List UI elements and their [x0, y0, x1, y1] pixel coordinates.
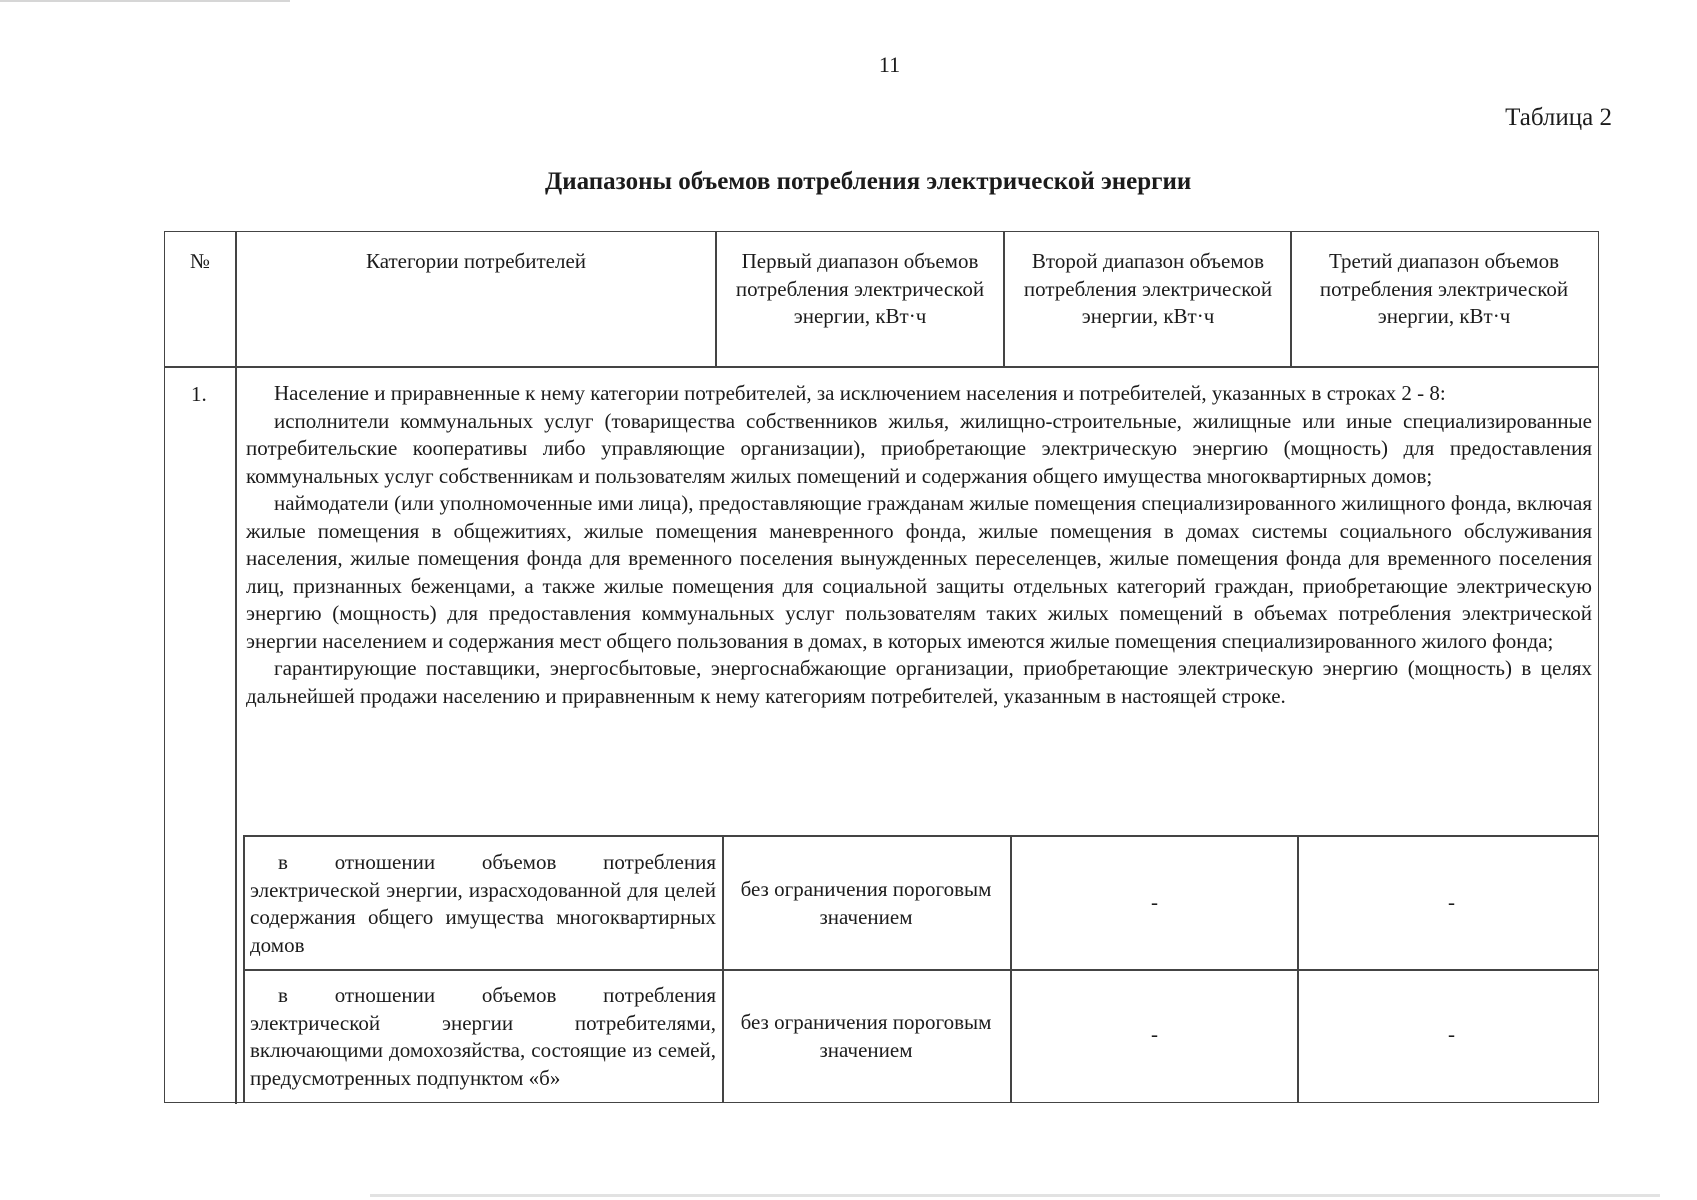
subrow-second-range: - — [1151, 1022, 1158, 1046]
scan-artifact-top — [0, 0, 290, 2]
row1-paragraph: исполнители коммунальных услуг (товарищества собственников жилья, жилищно-строительные, жилищные или иные специализированные потребительские кооперативы либо управляющие организации), приобретающие электрическую энергию (мощность) для предоставления коммунальных услуг собственникам и пользователям жилых помещений и содержания общего имущества многоквартирных домов; — [246, 408, 1592, 488]
page-number: 11 — [878, 52, 901, 77]
column-divider-header-3 — [1290, 232, 1292, 367]
subrow-third-range: - — [1448, 1022, 1455, 1046]
subrow-second-range: - — [1151, 890, 1158, 914]
subrow-category — [250, 982, 716, 1092]
subrow-col-divider-1 — [722, 835, 724, 1103]
subrow-top-line — [243, 835, 1598, 837]
row1-paragraph: наймодатели (или уполномоченные ими лица), предоставляющие гражданам жилые помещения специализированного жилищного фонда, включая жилые помещения в общежитиях, жилые помещения маневренного фонда, жилые помещения в домах системы социального обслуживания населения, жилые помещения фонда для временного поселения вынужденных переселенцев, жилые помещения фонда для временного поселения лиц, признанных беженцами, а также жилые помещения для социальной защиты отдельных категорий граждан, приобретающие электрическую энергию (мощность) для предоставления коммунальных услуг пользователям таких жилых помещений в объемах потребления электрической энергии населением и содержания мест общего пользования в домах, в которых имеются жилые помещения специализированного жилого фонда; — [246, 491, 1592, 653]
column-divider-header-2 — [1003, 232, 1005, 367]
row1-description — [246, 380, 1592, 710]
subrow-col-divider-3 — [1297, 835, 1299, 1103]
row1-paragraph: Население и приравненные к нему категории потребителей, за исключением населения и потребителей, указанных в строках 2 - 8: — [274, 381, 1446, 405]
column-divider-num — [235, 232, 237, 1104]
scan-artifact-bottom — [370, 1194, 1660, 1197]
subrow-category-text: в отношении объемов потребления электрической энергии потребителями, включающими домохозяйства, состоящие из семей, предусмотренных подпунктом «б» — [250, 983, 716, 1090]
header-first-range: Первый диапазон объемов потребления электрической энергии, кВт·ч — [735, 249, 985, 328]
document-title: Диапазоны объемов потребления электрической энергии — [545, 168, 1192, 195]
subrow-third-range: - — [1448, 890, 1455, 914]
row-number-1: 1. — [191, 382, 207, 406]
header-bottom-line — [165, 366, 1598, 368]
subrow-left-line — [243, 835, 245, 1103]
subrow-divider-line — [243, 969, 1598, 971]
header-third-range: Третий диапазон объемов потребления электрической энергии, кВт·ч — [1319, 249, 1569, 328]
subrow-col-divider-2 — [1010, 835, 1012, 1103]
row1-paragraph: гарантирующие поставщики, энергосбытовые, энергоснабжающие организации, приобретающие электрическую энергию (мощность) в целях дальнейшей продажи населению и приравненным к нему категориям потребителей, указанным в настоящей строке. — [246, 656, 1592, 708]
subrow-first-range: без ограничения пороговым значением — [740, 1010, 992, 1062]
table-label: Таблица 2 — [1505, 104, 1612, 131]
header-num: № — [189, 249, 211, 273]
consumption-ranges-table — [164, 231, 1599, 1103]
subrow-category-text: в отношении объемов потребления электрической энергии, израсходованной для целей содержания общего имущества многоквартирных домов — [250, 850, 716, 957]
column-divider-header-1 — [715, 232, 717, 367]
header-second-range: Второй диапазон объемов потребления электрической энергии, кВт·ч — [1023, 249, 1273, 328]
subrow-first-range: без ограничения пороговым значением — [740, 877, 992, 929]
header-category: Категории потребителей — [366, 249, 586, 273]
subrow-category — [250, 849, 716, 959]
